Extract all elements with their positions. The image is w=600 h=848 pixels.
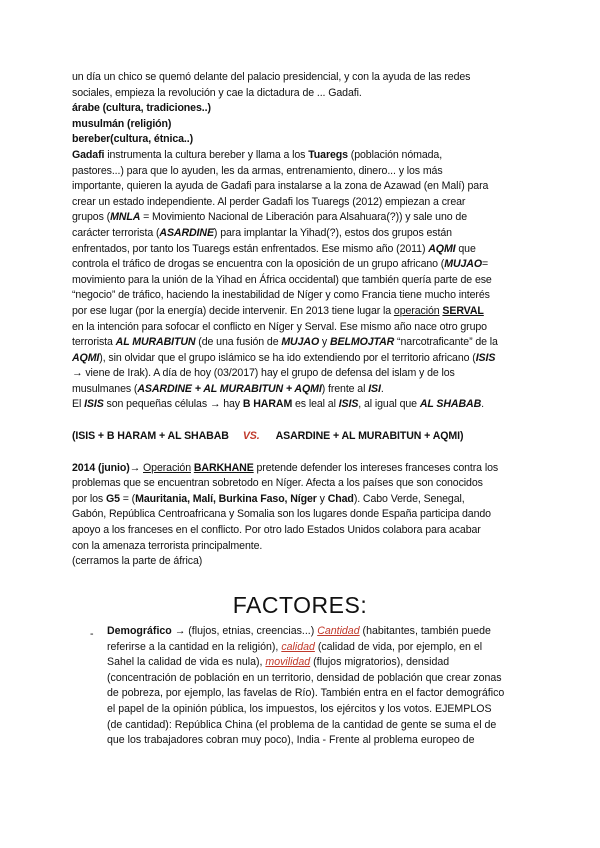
text-line: en la intención para sofocar el conflicto en Níger y Serval. Ese mismo año nace otro grupo bbox=[72, 320, 487, 333]
text-line: (de cantidad): República China (el problema de la cantidad de gente se suma el de bbox=[107, 718, 497, 731]
text-line: con la amenaza terrorista principalmente. bbox=[72, 539, 263, 552]
text-line: problemas que se encuentran sobretodo en Níger. Afecta a los países que son conocidos bbox=[72, 477, 483, 490]
bold-term: bereber(cultura, étnica..) bbox=[72, 133, 194, 146]
text-line: terrorista AL MURABITUN (de una fusión de MUJAO y BELMOJTAR “narcotraficante” de la bbox=[72, 336, 498, 349]
bullet-marker: - bbox=[90, 628, 94, 640]
text-line: referirse a la cantidad en la religión), calidad (calidad de vida, por ejemplo, en el bbox=[107, 640, 483, 653]
text-line: Gadafi instrumenta la cultura bereber y llama a los Tuaregs (población nómada, bbox=[72, 148, 443, 161]
text-line: por ese lugar (por la energía) decide intervenir. En 2013 tiene lugar la operación SERVAL bbox=[72, 304, 484, 317]
bold-term: musulmán (religión) bbox=[72, 117, 172, 130]
text-line: → viene de Irak). A día de hoy (03/2017) hay el grupo de defensa del islam y de los bbox=[72, 367, 455, 380]
text-line: por los G5 = (Mauritania, Malí, Burkina Faso, Níger y Chad). Cabo Verde, Senegal, bbox=[72, 492, 465, 505]
text-line: apoyo a los franceses en el conflicto. Por otro lado Estados Unidos colabora para acabar bbox=[72, 524, 481, 537]
text-line: grupos (MNLA = Movimiento Nacional de Liberación para Alsahuara(?)) y sale uno de bbox=[72, 211, 467, 224]
text-line: enfrentados, por tanto los Tuaregs están enfrentados. Ese mismo año (2011) AQMI que bbox=[72, 242, 476, 255]
text-line: importante, quieren la ayuda de Gadafi para instalarse a la zona de Azawad (en Malí) para bbox=[72, 180, 489, 193]
text-line: de pobreza, por ejemplo, las favelas de Río). También entra en el factor demográfico bbox=[107, 687, 505, 700]
text-line: Gabón, República Centroafricana y Somalia son los lugares donde España participa dando bbox=[72, 508, 491, 521]
versus-line: (ISIS + B HARAM + AL SHABAB VS. ASARDINE + AL MURABITUN + AQMI) bbox=[72, 430, 464, 443]
text-line: carácter terrorista (ASARDINE) para implantar la Yihad(?), estos dos grupos están bbox=[72, 226, 452, 239]
versus-label: VS. bbox=[242, 430, 260, 443]
text-line: que los trabajadores cobran muy poco), India - Frente al problema europeo de bbox=[107, 734, 475, 747]
text-line: movimiento para la unión de la Yihad en África occidental) que también quería parte de ese bbox=[72, 273, 492, 286]
text-line: pastores...) para que lo ayuden, les da armas, entrenamiento, dinero... y los más bbox=[72, 164, 443, 177]
text-line: sociales, empieza la revolución y cae la dictadura de ... Gadafi. bbox=[72, 86, 362, 99]
text-line: un día un chico se quemó delante del palacio presidencial, y con la ayuda de las redes bbox=[72, 71, 471, 83]
text-line: “negocio” de tráfico, haciendo la inestabilidad de Níger y como Francia tiene mucho interés bbox=[72, 289, 490, 302]
text-line: AQMI), sin olvidar que el grupo islámico se ha ido extendiendo por el territorio africano (ISIS bbox=[72, 351, 496, 364]
text-line: (cerramos la parte de áfrica) bbox=[72, 555, 203, 568]
text-line: controla el tráfico de drogas se encuentra con la oposición de un grupo africano (MUJAO= bbox=[72, 258, 489, 271]
document-body bbox=[72, 70, 532, 570]
text-line: crear un estado independiente. Al perder Gadafi los Tuaregs (2012) empiezan a crear bbox=[72, 195, 466, 208]
factor-list-item bbox=[107, 624, 527, 749]
text-line: El ISIS son pequeñas células → hay B HARAM es leal al ISIS, al igual que AL SHABAB. bbox=[72, 398, 484, 411]
text-line: Demográfico → (flujos, etnias, creencias...) Cantidad (habitantes, también puede bbox=[107, 625, 491, 637]
section-title: FACTORES: bbox=[232, 592, 368, 618]
text-line: musulmanes (ASARDINE + AL MURABITUN + AQMI) frente al ISI. bbox=[72, 382, 384, 395]
text-line: 2014 (junio)→ Operación BARKHANE pretende defender los intereses franceses contra los bbox=[72, 461, 499, 474]
bold-term: árabe (cultura, tradiciones..) bbox=[72, 102, 211, 115]
text-line: (concentración de población en un territorio, densidad de población que crear zonas bbox=[107, 671, 502, 684]
text-line: el papel de la opinión pública, los impuestos, los ejércitos y los votos. EJEMPLOS bbox=[107, 702, 492, 715]
text-line: Sahel la calidad de vida es nula), movilidad (flujos migratorios), densidad bbox=[107, 656, 450, 669]
